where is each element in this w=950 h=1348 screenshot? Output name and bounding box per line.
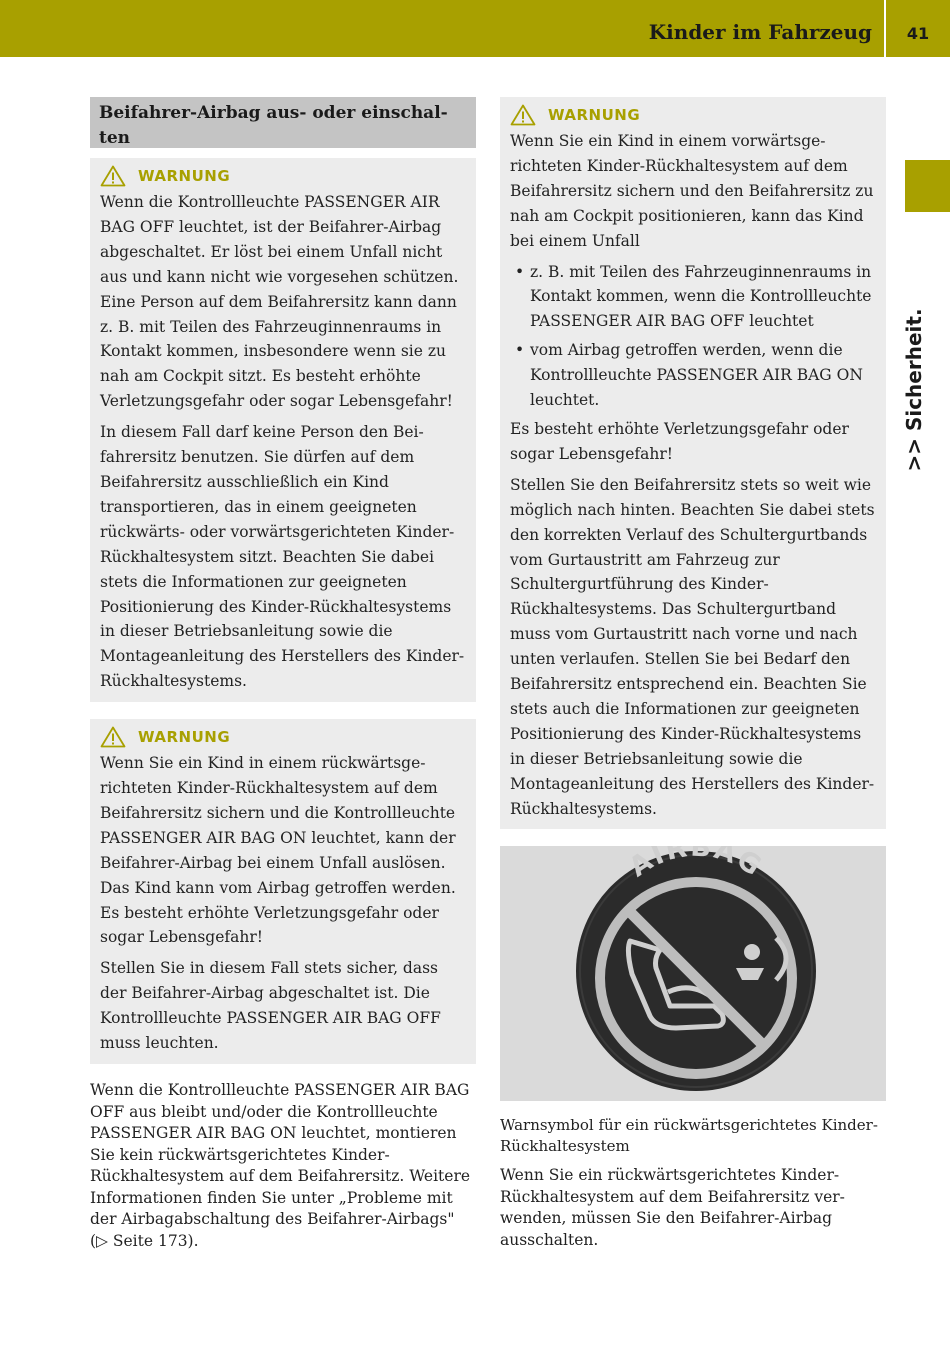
list-item: • vom Airbag getroffen werden, wenn die Kontrollleuchte PASSENGER AIR BAG ON leuchtet. <box>510 338 876 413</box>
warning-box-1 <box>90 158 476 702</box>
figure-caption: Warnsymbol für ein rückwärtsgerichtetes Kinder-Rückhaltesystem <box>500 1116 878 1156</box>
right-column <box>500 97 886 1251</box>
warning-paragraph: Wenn die Kontrollleuchte PASSENGER AIR BAG OFF leuchtet, ist der Beifahrer-Airbag abgeschaltet. Er löst bei einem Unfall nicht aus und kann nicht wie vorgesehen schützen. Eine Person auf dem Beifahrersitz kann dann z. B. mit Teilen des Fahrzeuginnenraums in Kontakt kommen, insbesondere wenn sie zu nah am Cockpit sitzt. Es besteht erhöhte Verletzungsgefahr oder sogar Lebensgefahr! <box>100 193 459 411</box>
list-item: • z. B. mit Teilen des Fahrzeuginnenraums in Kontakt kommen, wenn die Kontrollleuchte PASSENGER AIR BAG OFF leuchtet <box>510 260 876 335</box>
warning-header <box>100 727 466 747</box>
left-column <box>90 97 476 1252</box>
section-heading <box>90 97 476 148</box>
airbag-warning-figure <box>500 846 886 1101</box>
warning-paragraph: Es besteht erhöhte Verletzungsgefahr oder sogar Lebensgefahr! <box>510 419 849 463</box>
warning-paragraph: In diesem Fall darf keine Person den Beifahrersitz benutzen. Sie dürfen auf dem Beifahrersitz ausschließlich ein Kind transportieren, das in einem geeigneten rückwärts- oder vorwärtsgerichteten Kinder-Rückhaltesystem sitzt. Beachten Sie dabei stets die Informationen zur geeigneten Positionierung des Kinder-Rückhaltesystems in dieser Betriebsanleitung sowie die Montageanleitung des Herstellers des Kinder-Rückhaltesystems. <box>100 423 465 691</box>
side-tab-marker <box>905 160 950 212</box>
bullet-list <box>510 260 876 413</box>
warning-label: WARNUNG <box>548 106 641 124</box>
warning-header <box>510 105 876 125</box>
warning-box-3 <box>500 97 886 829</box>
warning-paragraph: Wenn Sie ein Kind in einem rückwärtsgerichteten Kinder-Rückhaltesystem auf dem Beifahrersitz sichern und die Kontrollleuchte PASSENGER AIR BAG ON leuchtet, kann der Beifahrer-Airbag bei einem Unfall auslösen. Das Kind kann vom Airbag getroffen werden. Es besteht erhöhte Verletzungsgefahr oder sogar Lebensgefahr! <box>100 754 456 947</box>
warning-label: WARNUNG <box>138 167 231 185</box>
warning-triangle-icon <box>100 165 126 187</box>
warning-header <box>100 166 466 186</box>
warning-paragraph: Stellen Sie den Beifahrersitz stets so weit wie möglich nach hinten. Beachten Sie dabei stets den korrekten Verlauf des Schultergurtbands vom Gurtaustritt am Fahrzeug zur Schultergurtführung des Kinder-Rückhaltesystems. Das Schultergurtband muss vom Gurtaustritt nach vorne und nach unten verlaufen. Stellen Sie bei Bedarf den Beifahrersitz entsprechend ein. Beachten Sie stets auch die Informationen zur geeigneten Positionierung des Kinder-Rückhaltesystems in dieser Betriebsanleitung sowie die Montageanleitung des Herstellers des Kinder-Rückhaltesystems. <box>510 475 875 818</box>
page-number: 41 <box>906 24 930 43</box>
body-paragraph: Wenn Sie ein rückwärtsgerichtetes Kinder-Rückhaltesystem auf dem Beifahrersitz verwenden, müssen Sie den Beifahrer-Airbag ausschalten. <box>500 1166 845 1249</box>
warning-paragraph: Stellen Sie in diesem Fall stets sicher, dass der Beifahrer-Airbag abgeschaltet ist. Die Kontrollleuchte PASSENGER AIR BAG OFF muss leuchten. <box>100 959 441 1053</box>
warning-triangle-icon <box>100 726 126 748</box>
warning-paragraph: Wenn Sie ein Kind in einem vorwärtsgerichteten Kinder-Rückhaltesystem auf dem Beifahrersitz sichern und den Beifahrersitz zu nah am Cockpit positionieren, kann das Kind bei einem Unfall <box>510 132 874 250</box>
section-heading-text: Beifahrer-Airbag aus- oder einschal- ten <box>99 103 448 148</box>
body-paragraph: Wenn die Kontrollleuchte PASSENGER AIR BAG OFF aus bleibt und/oder die Kontrollleuchte PASSENGER AIR BAG ON leuchtet, montieren Sie kein rückwärtsgerichtetes Kinder-Rückhaltesystem auf dem Beifahrersitz. Weitere Informationen finden Sie unter „Probleme mit der Airbagabschaltung des Beifahrer-Airbags" (▷ Seite 173). <box>90 1081 471 1250</box>
warning-label: WARNUNG <box>138 728 231 747</box>
warning-box-2 <box>90 719 476 1064</box>
airbag-off-symbol-icon <box>500 846 886 1101</box>
chapter-title: Kinder im Fahrzeug <box>648 20 872 44</box>
warning-triangle-icon <box>510 104 536 126</box>
side-tab-label: >> Sicherheit. <box>902 308 926 472</box>
airbag-symbol-text: AIRBAG <box>623 846 769 884</box>
